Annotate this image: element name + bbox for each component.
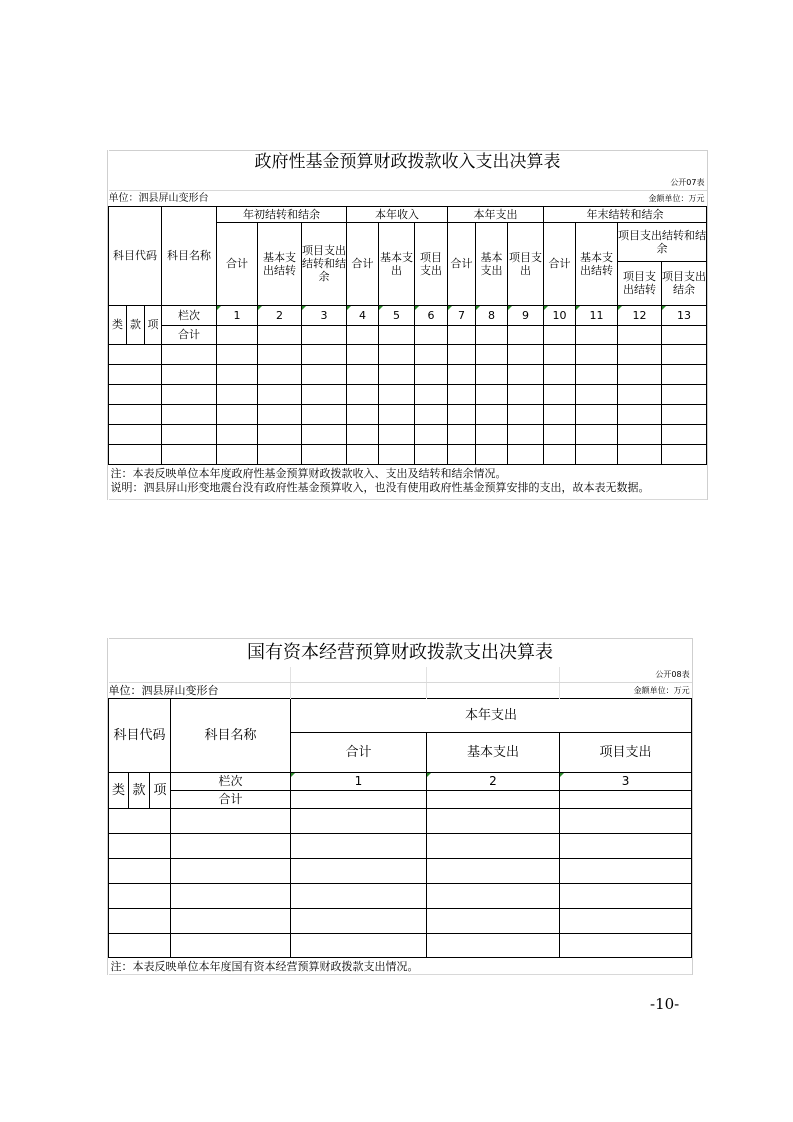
t2-total-row-label: 合计	[171, 791, 291, 809]
table-row	[109, 424, 707, 444]
end-project-carry-header: 项目支出结转	[618, 261, 662, 305]
subject-code-header: 科目代码	[109, 206, 162, 305]
income-basic-header: 基本支出	[379, 222, 415, 305]
table2-title: 国有资本经营预算财政拨款支出决算表	[109, 639, 692, 667]
t2-expense-header: 本年支出	[291, 699, 692, 733]
table1-title: 政府性基金预算财政拨款收入支出决算表	[109, 151, 707, 175]
col-number: 1	[217, 305, 258, 325]
table-row	[109, 884, 692, 909]
income-project-header: 项目支出	[415, 222, 448, 305]
col-number: 6	[415, 305, 448, 325]
table-row	[109, 859, 692, 884]
end-balance-header: 年末结转和结余	[544, 206, 707, 222]
income-total-header: 合计	[347, 222, 379, 305]
expense-basic-header: 基本支出	[476, 222, 508, 305]
t2-lanci-label: 栏次	[171, 773, 291, 791]
col-number: 10	[544, 305, 576, 325]
t2-total-header: 合计	[291, 733, 427, 773]
table1-code: 公开07表	[109, 175, 707, 191]
col-number: 12	[618, 305, 662, 325]
t2-lei-header: 类	[109, 773, 129, 809]
kuan-header: 款	[127, 305, 145, 344]
col-number: 2	[258, 305, 302, 325]
total-row-label: 合计	[162, 325, 217, 344]
table1-amount-unit: 金额单位：万元	[648, 193, 705, 203]
col-number: 5	[379, 305, 415, 325]
income-header: 本年收入	[347, 206, 448, 222]
col-number: 7	[448, 305, 476, 325]
expense-total-header: 合计	[448, 222, 476, 305]
begin-basic-carry-header: 基本支出结转	[258, 222, 302, 305]
end-basic-carry-header: 基本支出结转	[576, 222, 618, 305]
capital-budget-table	[108, 638, 692, 975]
col-number: 4	[347, 305, 379, 325]
fund-budget-table-block	[107, 150, 708, 500]
col-number: 13	[662, 305, 707, 325]
end-project-balance-header: 项目支出结余	[662, 261, 707, 305]
page-number: -10-	[650, 995, 680, 1013]
expense-project-header: 项目支出	[508, 222, 544, 305]
end-total-header: 合计	[544, 222, 576, 305]
t2-basic-header: 基本支出	[427, 733, 560, 773]
col-number: 8	[476, 305, 508, 325]
fund-budget-table	[108, 150, 707, 500]
col-number: 3	[302, 305, 347, 325]
table-row	[109, 909, 692, 934]
t2-col-number: 3	[560, 773, 692, 791]
lei-header: 类	[109, 305, 127, 344]
end-project-group-header: 项目支出结转和结余	[618, 222, 707, 261]
t2-subject-name-header: 科目名称	[171, 699, 291, 773]
t2-col-number: 2	[427, 773, 560, 791]
t2-xiang-header: 项	[150, 773, 171, 809]
t2-kuan-header: 款	[129, 773, 150, 809]
table-row	[109, 809, 692, 834]
t2-col-number: 1	[291, 773, 427, 791]
table-row	[109, 364, 707, 384]
table-row	[109, 834, 692, 859]
table2-unit-label: 单位：泗县屏山变形台	[109, 683, 291, 699]
table-row	[109, 934, 692, 958]
begin-project-carry-header: 项目支出结转和结余	[302, 222, 347, 305]
table-row	[109, 444, 707, 464]
t2-subject-code-header: 科目代码	[109, 699, 171, 773]
table1-explanation: 说明：泗县屏山形变地震台没有政府性基金预算收入，也没有使用政府性基金预算安排的支出，故本表无数据。	[110, 480, 650, 494]
table-row	[109, 384, 707, 404]
table1-note: 注：本表反映单位本年度政府性基金预算财政拨款收入、支出及结转和结余情况。	[110, 466, 507, 480]
table-row	[109, 344, 707, 364]
xiang-header: 项	[145, 305, 162, 344]
col-number: 11	[576, 305, 618, 325]
begin-total-header: 合计	[217, 222, 258, 305]
col-number: 9	[508, 305, 544, 325]
table2-amount-unit: 金额单位：万元	[633, 686, 690, 695]
table1-unit-label: 单位：泗县屏山变形台	[108, 192, 209, 204]
table2-note: 注：本表反映单位本年度国有资本经营预算财政拨款支出情况。	[109, 958, 692, 975]
t2-project-header: 项目支出	[560, 733, 692, 773]
subject-name-header: 科目名称	[162, 206, 217, 305]
expense-header: 本年支出	[448, 206, 544, 222]
table-row	[109, 404, 707, 424]
capital-budget-table-block	[107, 638, 693, 975]
table2-code: 公开08表	[560, 667, 692, 683]
begin-balance-header: 年初结转和结余	[217, 206, 347, 222]
lanci-label: 栏次	[162, 305, 217, 325]
